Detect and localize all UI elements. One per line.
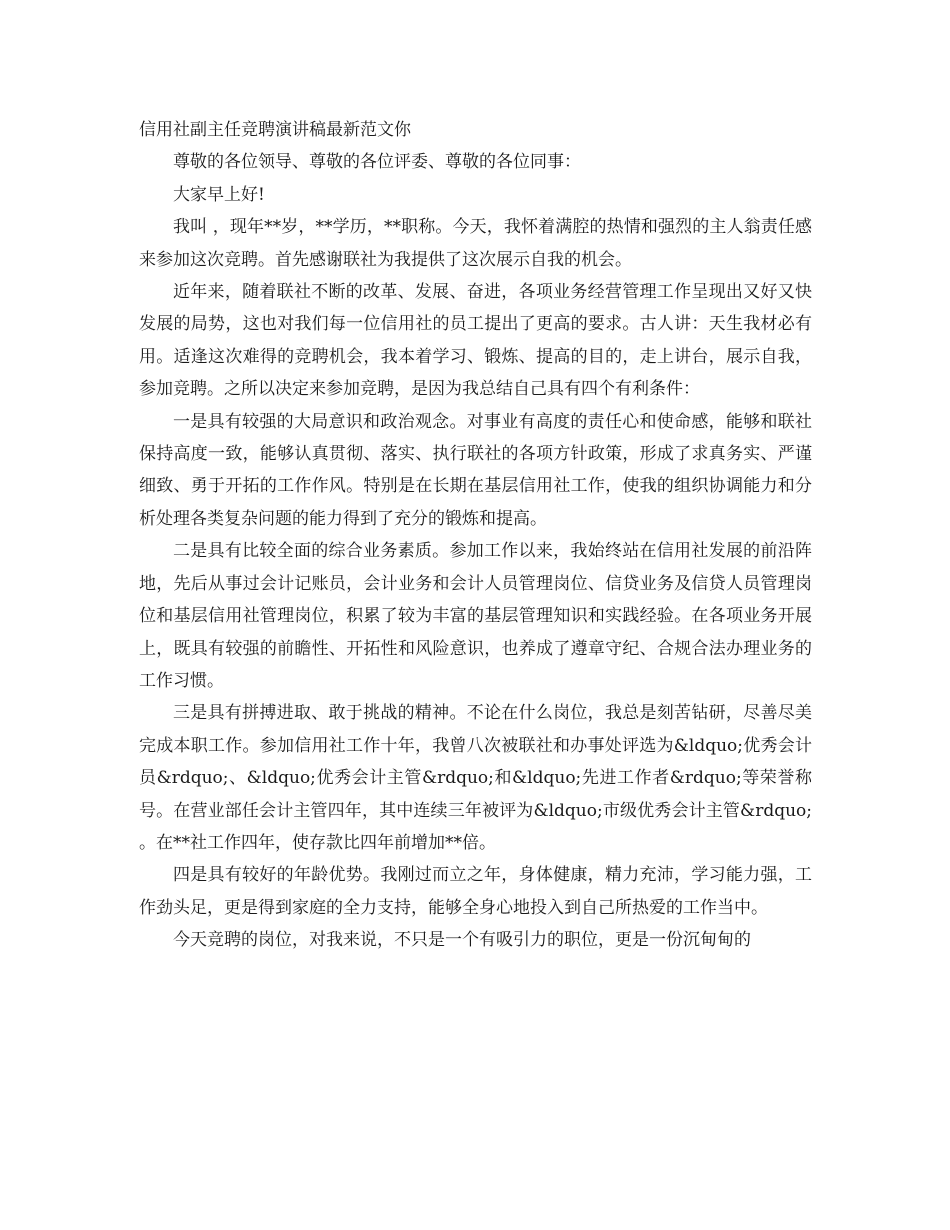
paragraph-introduction: 我叫 ，现年**岁，**学历，**职称。今天，我怀着满腔的热情和强烈的主人翁责任感来参加这次竞聘。首先感谢联社为我提供了这次展示自我的机会。 (139, 217, 812, 270)
paragraph-background: 近年来，随着联社不断的改革、发展、奋进，各项业务经营管理工作呈现出又好又快发展的局势，这也对我们每一位信用社的员工提出了更高的要求。古人讲：天生我材必有用。适逢这次难得的竞聘机会，我本着学习、锻炼、提高的目的，走上讲台，展示自我，参加竞聘。之所以决定来参加竞聘，是因为我总结自己具有四个有利条件： (139, 282, 812, 400)
paragraph-closing: 今天竞聘的岗位，对我来说，不只是一个有吸引力的职位，更是一份沉甸甸的 (173, 930, 751, 951)
paragraph-condition-four: 四是具有较好的年龄优势。我刚过而立之年，身体健康，精力充沛，学习能力强，工作劲头足，更是得到家庭的全力支持，能够全身心地投入到自己所热爱的工作当中。 (139, 865, 812, 918)
document-title: 信用社副主任竞聘演讲稿最新范文你 (139, 120, 411, 140)
paragraph-condition-two: 二是具有比较全面的综合业务素质。参加工作以来，我始终站在信用社发展的前沿阵地，先后从事过会计记账员，会计业务和会计人员管理岗位、信贷业务及信贷人员管理岗位和基层信用社管理岗位，积累了较为丰富的基层管理知识和实践经验。在各项业务开展上，既具有较强的前瞻性、开拓性和风险意识，也养成了遵章守纪、合规合法办理业务的工作习惯。 (139, 541, 812, 691)
paragraph-salutation: 尊敬的各位领导、尊敬的各位评委、尊敬的各位同事： (173, 152, 581, 173)
paragraph-condition-one: 一是具有较强的大局意识和政治观念。对事业有高度的责任心和使命感，能够和联社保持高度一致，能够认真贯彻、落实、执行联社的各项方针政策，形成了求真务实、严谨细致、勇于开拓的工作作风。特别是在长期在基层信用社工作，使我的组织协调能力和分析处理各类复杂问题的能力得到了充分的锻炼和提高。 (139, 411, 812, 529)
paragraph-greeting: 大家早上好! (173, 184, 265, 205)
document-body (139, 114, 812, 957)
paragraph-condition-three: 三是具有拼搏进取、敢于挑战的精神。不论在什么岗位，我总是刻苦钻研，尽善尽美完成本职工作。参加信用社工作十年，我曾八次被联社和办事处评选为&ldquo;优秀会计员&rdquo;、&ldquo;优秀会计主管&rdquo;和&ldquo;先进工作者&rdquo;等荣誉称号。在营业部任会计主管四年，其中连续三年被评为&ldquo;市级优秀会计主管&rdquo;。在**社工作四年，使存款比四年前增加**倍。 (139, 703, 812, 853)
